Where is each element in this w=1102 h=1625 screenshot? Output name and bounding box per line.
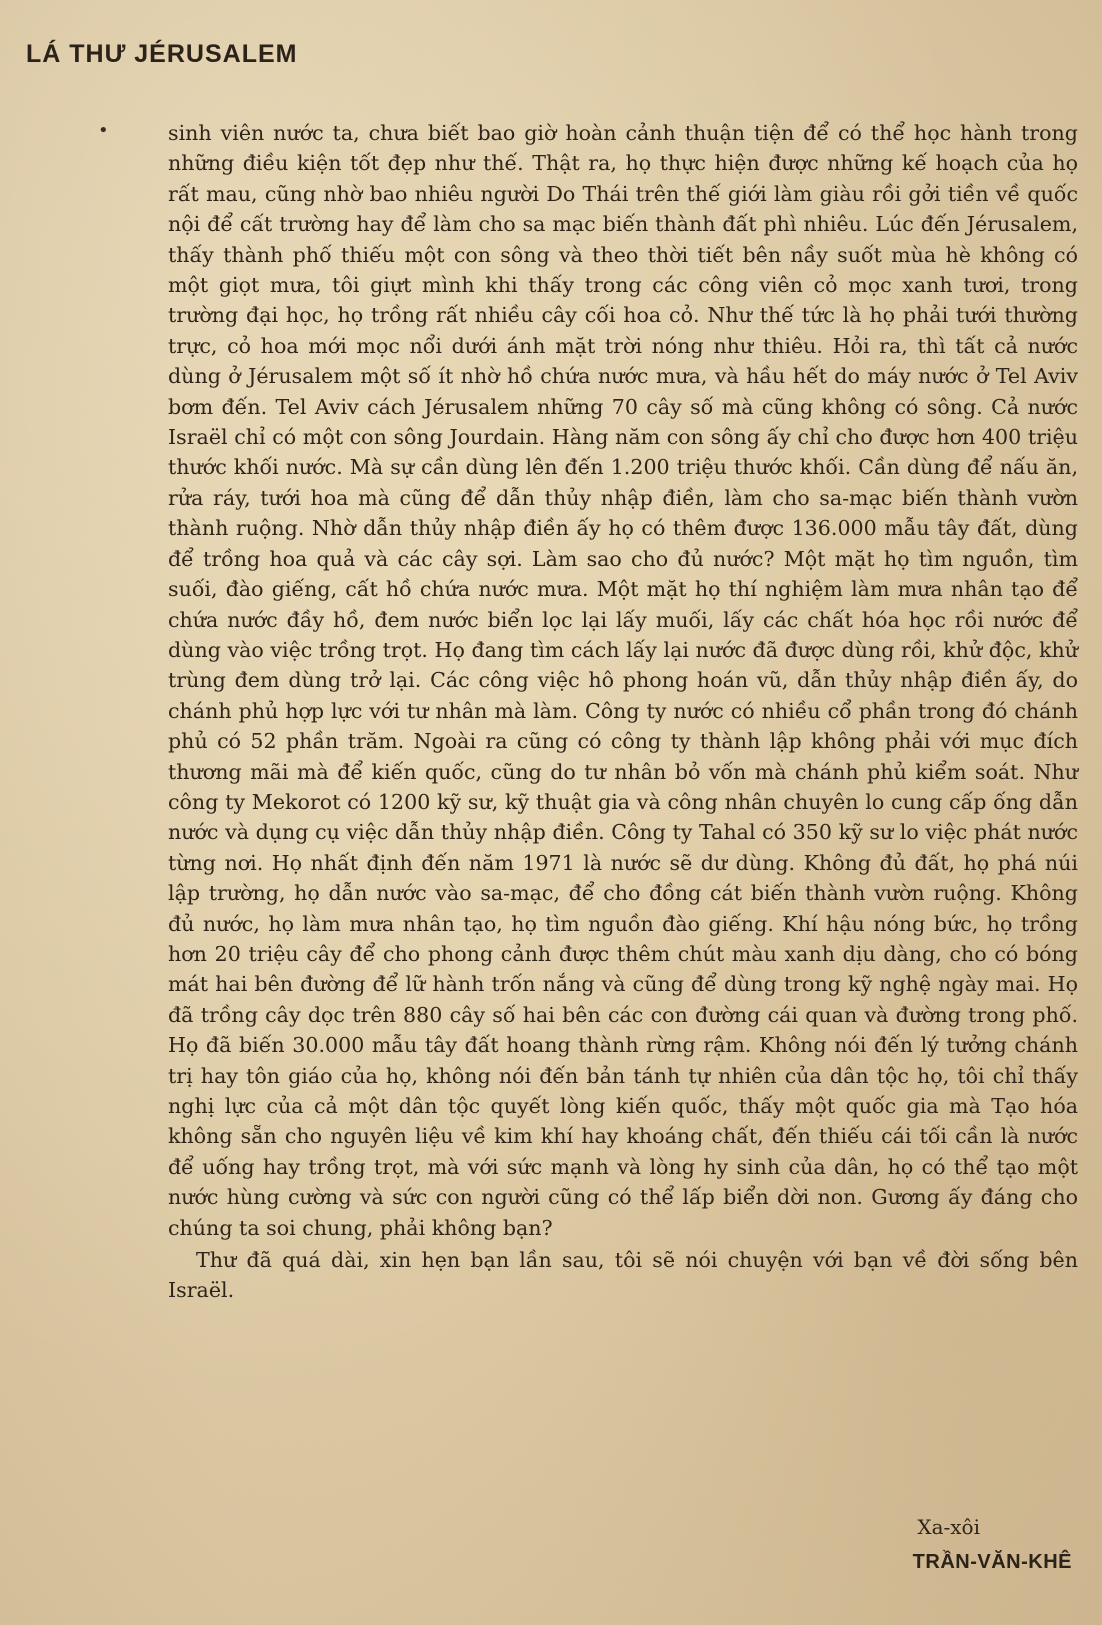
signature-block: [832, 1515, 1072, 1574]
article-closing-paragraph: Thư đã quá dài, xin hẹn bạn lần sau, tôi sẽ nói chuyện với bạn về đời sống bên Israël.: [168, 1248, 1078, 1303]
signature-place: Xa-xôi: [917, 1515, 980, 1539]
article-body: [168, 118, 1078, 1306]
article-paragraph: sinh viên nước ta, chưa biết bao giờ hoàn cảnh thuận tiện để có thể học hành trong những điều kiện tốt đẹp như thế. Thật ra, họ thực hiện được những kế hoạch của họ rất mau, cũng nhờ bao nhiêu người Do Thái trên thế giới làm giàu rồi gởi tiền về quốc nội để cất trường hay để làm cho sa mạc biến thành đất phì nhiêu. Lúc đến Jérusalem, thấy thành phố thiếu một con sông và theo thời tiết bên nầy suốt mùa hè không có một giọt mưa, tôi giựt mình khi thấy trong các công viên cỏ mọc xanh tươi, trong trường đại học, họ trồng rất nhiều cây cối hoa cỏ. Như thế tức là họ phải tưới thường trực, cỏ hoa mới mọc nổi dưới ánh mặt trời nóng như thiêu. Hỏi ra, thì tất cả nước dùng ở Jérusalem một số ít nhờ hồ chứa nước mưa, và hầu hết do máy nước ở Tel Aviv bơm đến. Tel Aviv cách Jérusalem những 70 cây số mà cũng không có sông. Cả nước Israël chỉ có một con sông Jourdain. Hàng năm con sông ấy chỉ cho được hơn 400 triệu thước khối nước. Mà sự cần dùng lên đến 1.200 triệu thước khối. Cần dùng để nấu ăn, rửa ráy, tưới hoa mà cũng để dẫn thủy nhập điền, làm cho sa-mạc biến thành vườn thành ruộng. Nhờ dẫn thủy nhập điền ấy họ có thêm được 136.000 mẫu tây đất, dùng để trồng hoa quả và các cây sợi. Làm sao cho đủ nước? Một mặt họ tìm nguồn, tìm suối, đào giếng, cất hồ chứa nước mưa. Một mặt họ thí nghiệm làm mưa nhân tạo để chứa nước đầy hồ, đem nước biển lọc lại lấy muối, lấy các chất hóa học rồi nước để dùng vào việc trồng trọt. Họ đang tìm cách lấy lại nước đã được dùng rồi, khử độc, khử trùng đem dùng trở lại. Các công việc hô phong hoán vũ, dẫn thủy nhập điền ấy, do chánh phủ hợp lực với tư nhân mà làm. Công ty nước có nhiều cổ phần trong đó chánh phủ có 52 phần trăm. Ngoài ra cũng có công ty thành lập không phải với mục đích thương mãi mà để kiến quốc, cũng do tư nhân bỏ vốn mà chánh phủ kiểm soát. Như công ty Mekorot có 1200 kỹ sư, kỹ thuật gia và công nhân chuyên lo cung cấp ống dẫn nước và dụng cụ việc dẫn thủy nhập điền. Công ty Tahal có 350 kỹ sư lo việc phát nước từng nơi. Họ nhất định đến năm 1971 là nước sẽ dư dùng. Không đủ đất, họ phá núi lập trường, họ dẫn nước vào sa-mạc, để cho đồng cát biến thành vườn ruộng. Không đủ nước, họ làm mưa nhân tạo, họ tìm nguồn đào giếng. Khí hậu nóng bức, họ trồng hơn 20 triệu cây để cho phong cảnh được thêm chút màu xanh dịu dàng, cho có bóng mát hai bên đường để lữ hành trốn nắng và cũng để dùng trong kỹ nghệ ngày mai. Họ đã trồng cây dọc trên 880 cây số hai bên các con đường cái quan và đường trong phố. Họ đã biến 30.000 mẫu tây đất hoang thành rừng rậm. Không nói đến lý tưởng chánh trị hay tôn giáo của họ, không nói đến bản tánh tự nhiên của dân tộc họ, tôi chỉ thấy nghị lực của cả một dân tộc quyết lòng kiến quốc, thấy một quốc gia mà Tạo hóa không sẵn cho nguyên liệu về kim khí hay khoáng chất, đến thiếu cái tối cần là nước để uống hay trồng trọt, mà với sức mạnh và lòng hy sinh của dân, họ có thể tạo một nước hùng cường và sức con người cũng có thể lấp biển dời non. Gương ấy đáng cho chúng ta soi chung, phải không bạn?: [168, 121, 1078, 1240]
margin-dot: •: [98, 120, 109, 141]
running-header-title: LÁ THƯ JÉRUSALEM: [26, 40, 298, 68]
signature-author-name: TRẦN-VĂN-KHÊ: [912, 1551, 1072, 1573]
